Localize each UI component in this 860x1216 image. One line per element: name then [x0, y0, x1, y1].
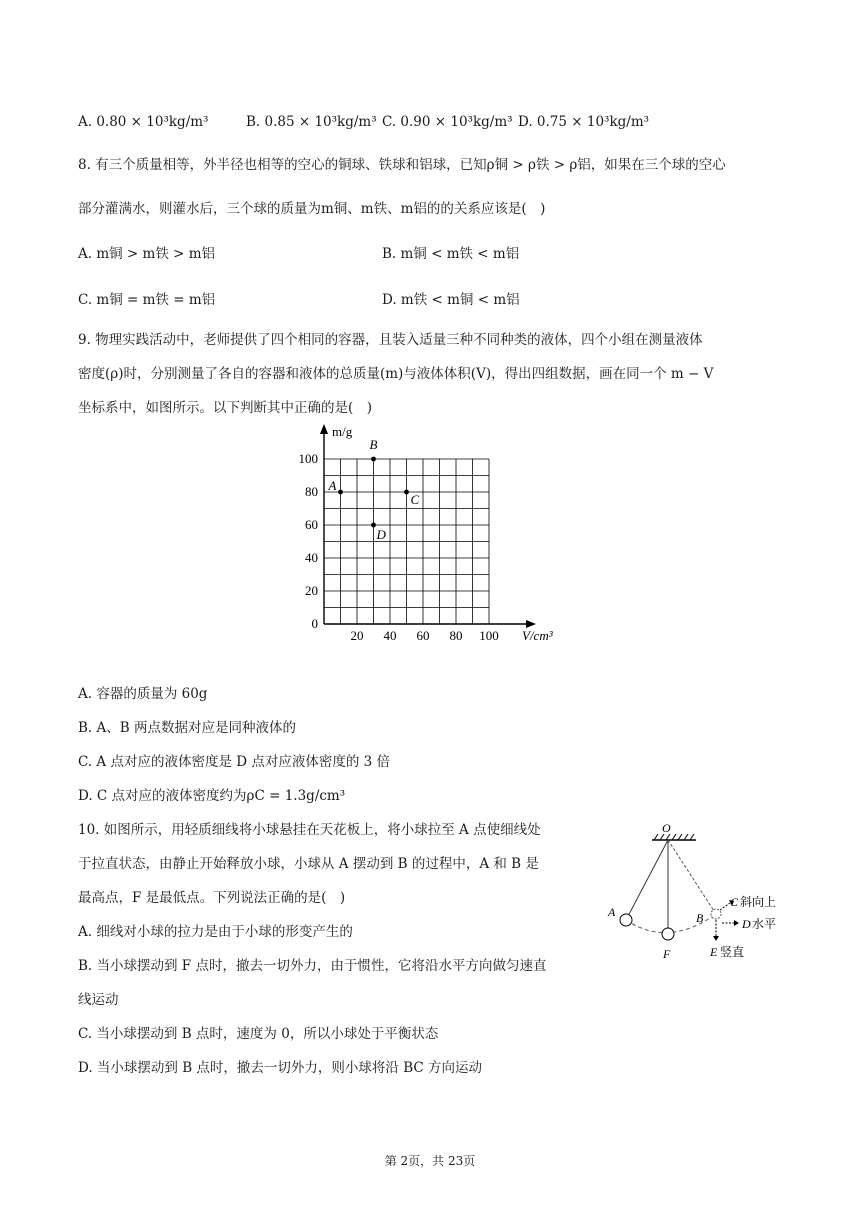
q10-option-a: A. 细线对小球的拉力是由于小球的形变产生的 [78, 924, 353, 940]
ball-b [711, 909, 721, 919]
q10-option-c: C. 当小球摆动到 B 点时，速度为 0，所以小球处于平衡状态 [78, 1026, 439, 1042]
string-oa [626, 840, 668, 920]
y-tick-label: 100 [298, 451, 318, 466]
label-a: A [608, 905, 616, 919]
x-tick-label: 100 [479, 628, 499, 643]
x-tick-label: 80 [449, 628, 463, 643]
x-axis-arrow [526, 620, 536, 628]
y-axis-arrow [320, 424, 328, 434]
q7-option-b: B. 0.85 × 10³kg/m³ [246, 114, 377, 130]
point-label-c: C [410, 492, 420, 507]
label-e-text: 竖直 [720, 945, 745, 959]
point-label-b: B [369, 437, 378, 452]
point-label-a: A [328, 478, 337, 493]
data-point-a [338, 490, 343, 495]
q9-option-c: C. A 点对应的液体密度是 D 点对应液体密度的 3 倍 [78, 754, 391, 770]
q10-stem-line1: 10. 如图所示，用轻质细线将小球悬挂在天花板上，将小球拉至 A 点使细线处 [78, 822, 541, 838]
data-point-d [371, 523, 376, 528]
q8-option-a: A. m铜 > m铁 > m铝 [78, 246, 216, 262]
x-tick-label: 40 [383, 628, 397, 643]
y-tick-label: 0 [311, 616, 318, 631]
y-tick-label: 20 [305, 583, 318, 598]
q8-stem-line1: 8. 有三个质量相等，外半径也相等的空心的铜球、铁球和铝球，已知ρ铜 > ρ铁 > ρ铝，如果在三个球的空心 [78, 157, 726, 173]
q9-option-d: D. C 点对应的液体密度约为ρC = 1.3g/cm³ [78, 788, 346, 804]
ball-a [620, 914, 632, 926]
x-tick-label: 60 [416, 628, 430, 643]
q10-option-b-line2: 线运动 [78, 992, 119, 1008]
q7-option-c: C. 0.90 × 10³kg/m³ [382, 114, 513, 130]
y-axis-label: m/g [332, 424, 353, 439]
x-axis-label: V/cm³ [522, 628, 553, 643]
string-ob [668, 840, 716, 914]
pendulum-figure [600, 820, 790, 970]
q8-option-d: D. m铁 < m铜 < m铝 [382, 292, 520, 308]
q10-stem-line3: 最高点，F 是最低点。下列说法正确的是( ) [78, 890, 346, 906]
page-footer: 第 2页，共 23页 [384, 1154, 476, 1168]
y-tick-label: 60 [305, 517, 318, 532]
point-label-d: D [376, 527, 386, 542]
mv-chart [290, 420, 580, 650]
x-tick-label: 20 [350, 628, 364, 643]
y-tick-label: 40 [305, 550, 318, 565]
q10-option-d: D. 当小球摆动到 B 点时，撤去一切外力，则小球将沿 BC 方向运动 [78, 1060, 483, 1076]
q10-option-b-line1: B. 当小球摆动到 F 点时，撤去一切外力，由于惯性，它将沿水平方向做匀速直 [78, 958, 547, 974]
q9-stem-line3: 坐标系中，如图所示。以下判断其中正确的是( ) [78, 400, 373, 416]
data-point-c [404, 490, 409, 495]
q7-option-d: D. 0.75 × 10³kg/m³ [518, 114, 650, 130]
arrow-c [720, 903, 730, 910]
label-c-text: 斜向上 [740, 895, 777, 909]
q10-stem-line2: 于拉直状态，由静止开始释放小球，小球从 A 摆动到 B 的过程中，A 和 B 是 [78, 856, 539, 872]
label-d-text: 水平 [752, 917, 777, 931]
q8-stem-line2: 部分灌满水，则灌水后，三个球的质量为m铜、m铁、m铝的的关系应该是( ) [78, 201, 546, 217]
label-b: B [696, 911, 704, 925]
ceiling-hatch [654, 834, 694, 840]
label-e: E [710, 945, 718, 959]
q9-stem-line2: 密度(ρ)时，分别测量了各自的容器和液体的总质量(m)与液体体积(V)，得出四组数据，画在同一个 m − V [78, 366, 714, 382]
ball-f [662, 928, 674, 940]
q9-option-b: B. A、B 两点数据对应是同种液体的 [78, 720, 296, 736]
q8-option-c: C. m铜 = m铁 = m铝 [78, 292, 216, 308]
label-d: D [742, 917, 751, 931]
q9-stem-line1: 9. 物理实践活动中，老师提供了四个相同的容器，且装入适量三种不同种类的液体，四个小组在测量液体 [78, 332, 703, 348]
y-tick-label: 80 [305, 484, 318, 499]
data-point-b [371, 457, 376, 462]
label-o: O [662, 821, 671, 835]
q9-option-a: A. 容器的质量为 60g [78, 686, 208, 702]
q7-option-a: A. 0.80 × 10³kg/m³ [78, 114, 209, 130]
q8-option-b: B. m铜 < m铁 < m铝 [382, 246, 520, 262]
label-f: F [663, 947, 671, 961]
label-c: C [730, 895, 739, 909]
